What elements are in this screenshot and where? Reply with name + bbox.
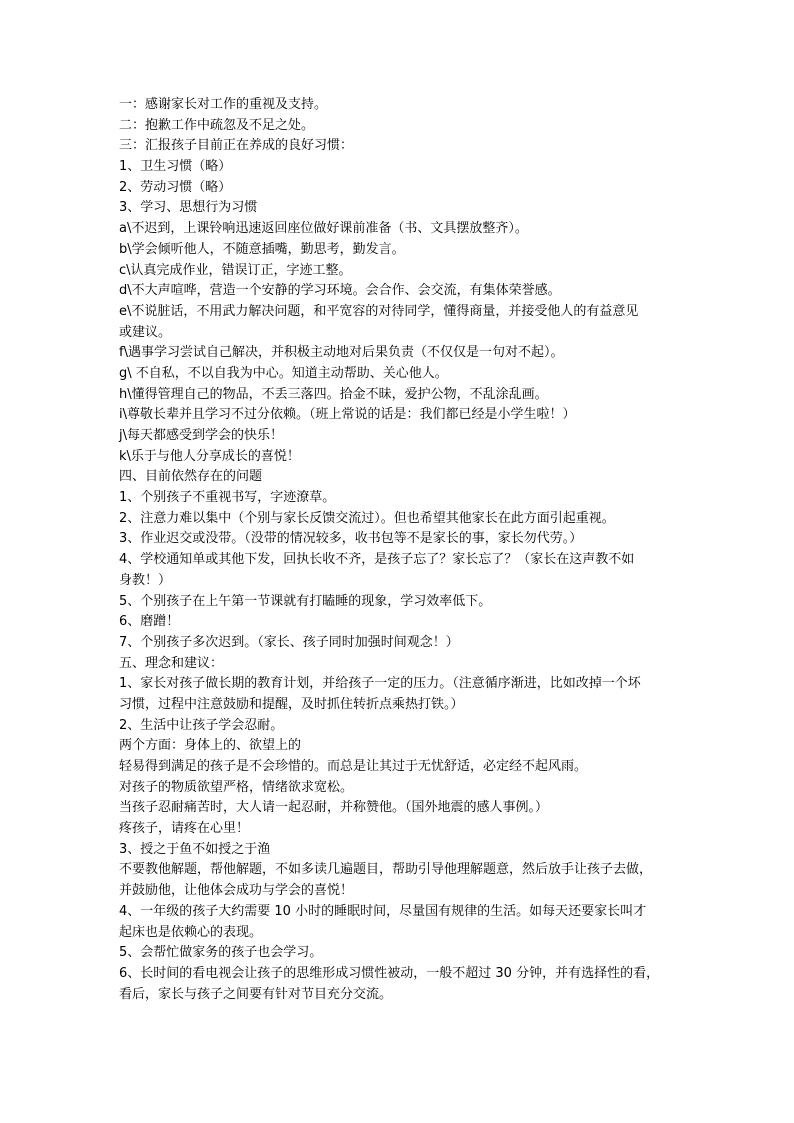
text-line: 并鼓励他，让他体会成功与学会的喜悦！	[119, 883, 354, 899]
text-line: 3、学习、思想行为习惯	[119, 200, 258, 216]
text-line: i\尊敬长辈并且学习不过分依赖。（班上常说的话是：我们都已经是小学生啦！）	[119, 407, 576, 423]
text-line: 起床也是依赖心的表现。	[119, 924, 263, 940]
text-line: 疼孩子，请疼在心里！	[119, 821, 250, 837]
text-line: 2、劳动习惯（略）	[119, 179, 232, 195]
text-line: 6、长时间的看电视会让孩子的思维形成习惯性被动，一般不超过 30 分钟，并有选择性的看，	[119, 965, 660, 981]
text-line: 当孩子忍耐痛苦时，大人请一起忍耐，并称赞他。（国外地震的感人事例。）	[119, 800, 549, 816]
text-line: 4、一年级的孩子大约需要 10 小时的睡眠时间，尽量国有规律的生活。如每天还要家长叫才	[119, 903, 647, 919]
text-line: 习惯，过程中注意鼓励和提醒，及时抓住转折点乘热打铁。）	[119, 696, 464, 712]
text-line: a\不迟到，上课铃响迅速返回座位做好课前准备（书、文具摆放整齐）。	[119, 221, 528, 237]
text-line: 2、注意力难以集中（个别与家长反馈交流过）。但也希望其他家长在此方面引起重视。	[119, 510, 615, 526]
text-line: 1、个别孩子不重视书写，字迹潦草。	[119, 490, 336, 506]
text-line: d\不大声喧哗，营造一个安静的学习环境。会合作、会交流，有集体荣誉感。	[119, 283, 561, 299]
text-line: b\学会倾听他人，不随意插嘴，勤思考，勤发言。	[119, 241, 405, 257]
text-line: 1、卫生习惯（略）	[119, 159, 232, 175]
text-line: 或建议。	[119, 324, 172, 340]
document-body	[119, 95, 679, 1005]
text-line: h\懂得管理自己的物品，不丢三落四。拾金不昧，爱护公物，不乱涂乱画。	[119, 386, 548, 402]
text-line: 3、作业迟交或没带。（没带的情况较多，收书包等不是家长的事，家长勿代劳。）	[119, 531, 583, 547]
text-line: c\认真完成作业，错误订正，字迹工整。	[119, 262, 352, 278]
text-line: 不要教他解题，帮他解题，不如多读几遍题目，帮助引导他理解题意，然后放手让孩子去做，	[119, 862, 653, 878]
text-line: 五、理念和建议：	[119, 655, 224, 671]
text-line: 1、家长对孩子做长期的教育计划，并给孩子一定的压力。（注意循序渐进，比如改掉一个坏	[119, 676, 641, 692]
text-line: 对孩子的物质欲望严格，情绪欲求宽松。	[119, 779, 354, 795]
text-line: j\每天都感受到学会的快乐！	[119, 428, 283, 443]
text-line: e\不说脏话，不用武力解决问题，和平宽容的对待同学，懂得商量，并接受他人的有益意见	[119, 303, 639, 319]
text-line: 两个方面：身体上的、欲望上的	[119, 738, 302, 754]
text-line: 7、个别孩子多次迟到。（家长、孩子同时加强时间观念！）	[119, 634, 459, 650]
text-line: 6、磨蹭！	[119, 614, 180, 630]
text-line: 看后，家长与孩子之间要有针对节目充分交流。	[119, 986, 393, 1002]
text-line: 4、学校通知单或其他下发，回执长收不齐，是孩子忘了？家长忘了？（家长在这声教不如	[119, 552, 635, 568]
text-line: 四、目前依然存在的问题	[119, 469, 263, 485]
text-line: g\ 不自私，不以自我为中心。知道主动帮助、关心他人。	[119, 365, 448, 381]
text-line: 三：汇报孩子目前正在养成的良好习惯：	[119, 138, 354, 154]
text-line: k\乐于与他人分享成长的喜悦！	[119, 448, 300, 464]
text-line: 身教！）	[119, 572, 172, 588]
text-line: 2、生活中让孩子学会忍耐。	[119, 717, 284, 733]
text-line: 5、个别孩子在上午第一节课就有打瞌睡的现象，学习效率低下。	[119, 593, 492, 609]
text-line: 轻易得到满足的孩子是不会珍惜的。而总是让其过于无忧舒适，必定经不起风雨。	[119, 759, 588, 774]
text-line: 二：抱歉工作中疏忽及不足之处。	[119, 117, 315, 133]
text-line: 5、会帮忙做家务的孩子也会学习。	[119, 945, 323, 961]
text-line: 一：感谢家长对工作的重视及支持。	[119, 97, 328, 112]
text-line: f\遇事学习尝试自己解决，并积极主动地对后果负责（不仅仅是一句对不起）。	[119, 345, 564, 361]
text-line: 3、授之于鱼不如授之于渔	[119, 841, 271, 857]
